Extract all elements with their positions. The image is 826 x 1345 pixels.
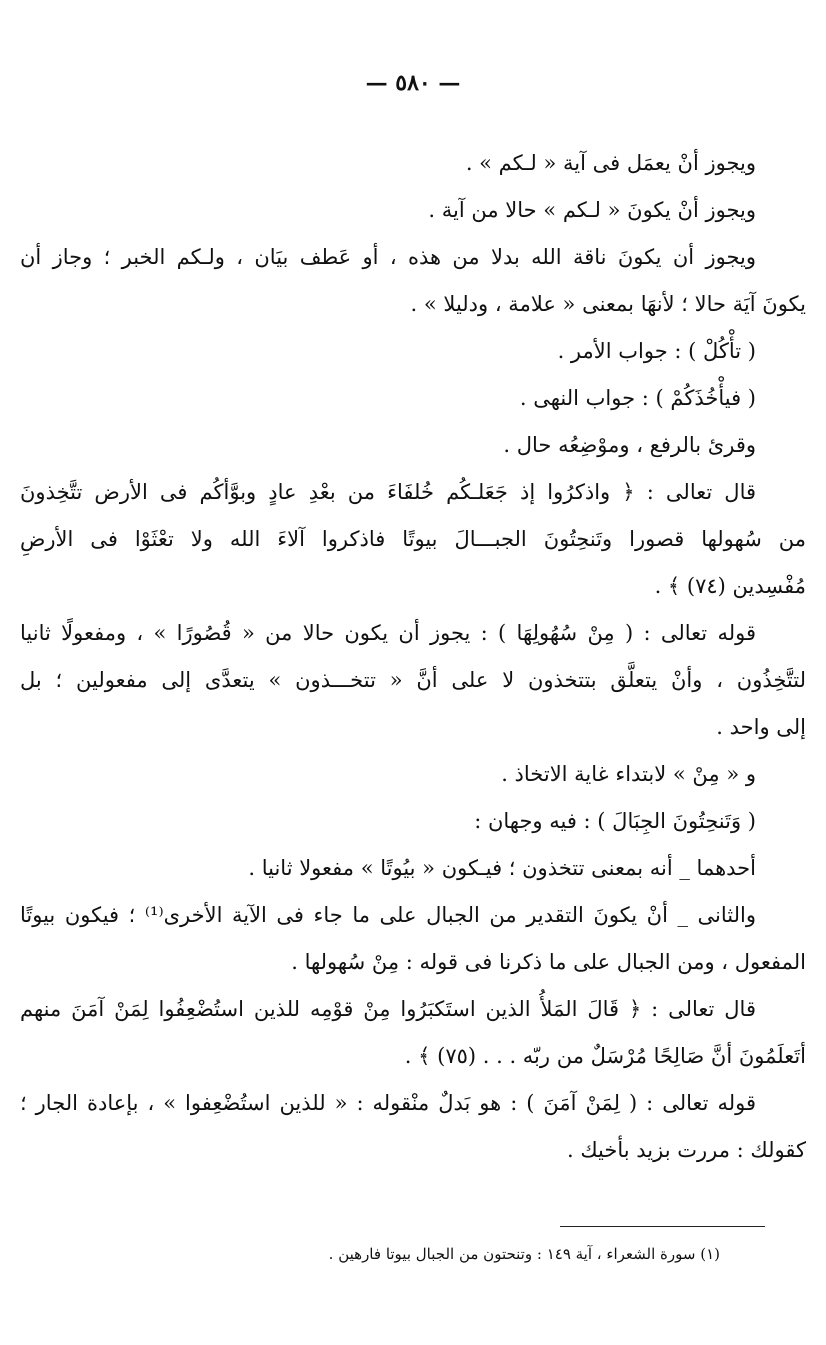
text-line: ( تأْكُلْ ) : جواب الأمر . bbox=[557, 339, 756, 363]
text-line: إلى واحد . bbox=[716, 715, 806, 739]
text-line: وقرئ بالرفع ، وموْضِعُه حال . bbox=[503, 433, 756, 457]
page-number: — ٥٨٠ — bbox=[365, 70, 461, 96]
text-line: يكونَ آيَة حالا ؛ لأنهَا بمعنى « علامة ، ودليلا » . bbox=[410, 292, 806, 316]
text-line: قوله تعالى : ( لِمَنْ آمَنَ ) : هو بَدلٌ منْقوله : « للذين استُضْعِفوا » ، بإعادة الجار ؛ bbox=[20, 1091, 756, 1115]
text-line: ( فيأْخُذَكُمْ ) : جواب النهى . bbox=[519, 386, 756, 410]
footnote: (١) سورة الشعراء ، آية ١٤٩ : وتنحتون من الجبال بيوتا فارهين . bbox=[328, 1245, 720, 1263]
text-line: قال تعالى : ﴿ قَالَ المَلأُ الذين استَكبَرُوا مِنْ قوْمِه للذين استُضْعِفُوا لِمَنْ آمَنَ منهم bbox=[20, 997, 756, 1021]
text-line: ويجوز أنْ يعمَل فى آية « لـكم » . bbox=[465, 151, 756, 175]
text-line: قال تعالى : ﴿ واذكرُوا إذ جَعَلـكُم خُلفَاءَ من بعْدِ عادٍ وبوَّأكُم فى الأرض تتَّخِذونَ bbox=[20, 480, 756, 504]
text-line: و « مِنْ » لابتداء غاية الاتخاذ . bbox=[501, 762, 756, 786]
text-line: لتتَّخِذُون ، وأنْ يتعلَّق بتتخذون لا على أنَّ « تتخـــذون » يتعدَّى إلى مفعولين ؛ بل bbox=[20, 668, 806, 692]
text-line: من سُهولها قصورا وتَنحِتُونَ الجبـــالَ بيوتًا فاذكروا آلاءَ الله ولا تعْثَوْا فى الأرضِ bbox=[20, 527, 806, 551]
text-line: كقولك : مررت بزيد بأخيك . bbox=[567, 1138, 806, 1162]
text-line: ويجوز أن يكونَ ناقة الله بدلا من هذه ، أو عَطف بيَان ، ولـكم الخبر ؛ وجاز أن bbox=[20, 245, 756, 269]
text-line: قوله تعالى : ( مِنْ سُهُولِهَا ) : يجوز أن يكون حالا من « قُصُورًا » ، ومفعولًا ثانيا bbox=[20, 621, 756, 645]
text-line: ( وَتَنحِتُونَ الجِبَالَ ) : فيه وجهان : bbox=[474, 809, 756, 833]
footnote-divider bbox=[560, 1226, 765, 1227]
page-body bbox=[20, 140, 806, 1174]
text-line: مُفْسِدين (٧٤) ﴾ . bbox=[654, 574, 806, 598]
text-line: ويجوز أنْ يكونَ « لـكم » حالا من آية . bbox=[428, 198, 756, 222]
text-line: أتَعلَمُونَ أنَّ صَالِحًا مُرْسَلٌ من ربّه . . . (٧٥) ﴾ . bbox=[404, 1044, 806, 1068]
text-line: والثانى _ أنْ يكونَ التقدير من الجبال على ما جاء فى الآية الأخرى⁽¹⁾ ؛ فيكون بيوتًا bbox=[20, 903, 756, 927]
text-line: المفعول ، ومن الجبال على ما ذكرنا فى قوله : مِنْ سُهولها . bbox=[291, 950, 806, 974]
text-line: أحدهما _ أنه بمعنى تتخذون ؛ فيـكون « بيُوتًا » مفعولا ثانيا . bbox=[248, 856, 756, 880]
